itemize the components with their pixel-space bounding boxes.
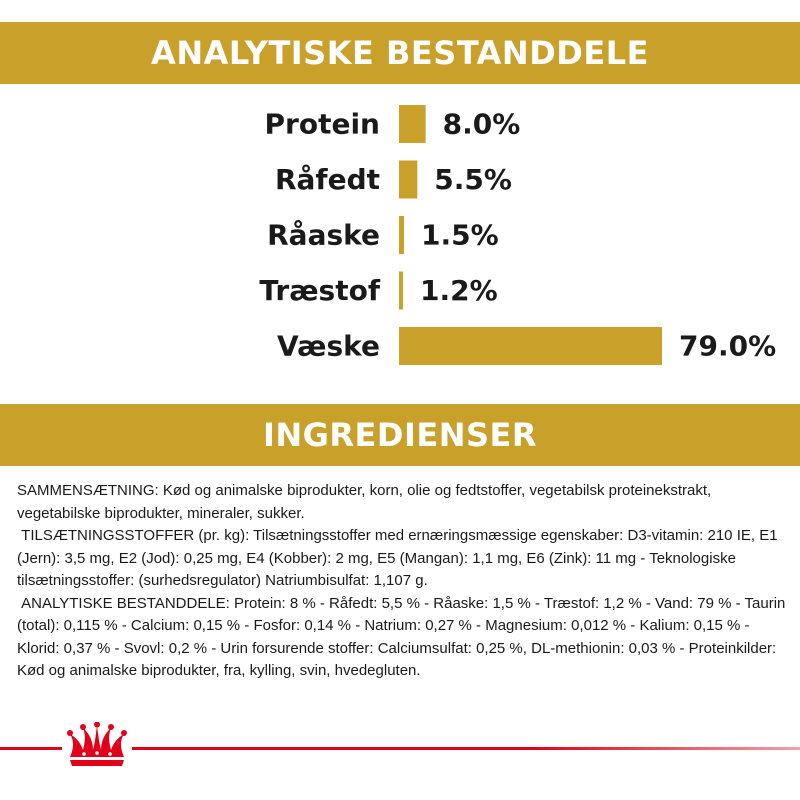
ingredients-composition: SAMMENSÆTNING: Kød og animalske biprodukter, korn, olie og fedtstoffer, vegetabilsk proteinekstrakt, vegetabilske biprodukter, mineraler, sukker. — [17, 482, 716, 522]
category-label: Protein — [264, 107, 380, 141]
value-label: 5.5% — [434, 163, 512, 196]
value-label: 8.0% — [442, 107, 521, 141]
bar — [399, 272, 403, 310]
bar — [399, 161, 417, 199]
bar — [399, 327, 662, 365]
analytic-heading: ANALYTISKE BESTANDDELE — [151, 34, 649, 72]
analytic-heading-banner — [0, 22, 800, 84]
category-label: Træstof — [259, 274, 380, 307]
category-label: Råaske — [267, 218, 380, 252]
footer-red-line-right — [132, 747, 800, 750]
bar — [399, 216, 404, 254]
ingredients-text — [17, 480, 790, 683]
ingredients-additives: TILSÆTNINGSSTOFFER (pr. kg): Tilsætningsstoffer med ernæringsmæssige egenskaber: D3-vitamin: 210 IE, E1 (Jern): 3,5 mg, E2 (Jod): 0,25 mg, E4 (Kobber): 2 mg, E5 (Mangan): 1,1 mg, E6 (Zink): 11 mg - Teknologiske tilsætningsstoffer: (surhedsregulator) Natriumbisulfat: 1,107 g. — [17, 527, 782, 589]
bar — [399, 105, 426, 143]
ingredients-heading-banner — [0, 404, 800, 466]
category-label: Væske — [276, 329, 380, 363]
value-label: 1.5% — [420, 218, 499, 252]
ingredients-analytic: ANALYTISKE BESTANDDELE: Protein: 8 % - Råfedt: 5,5 % - Råaske: 1,5 % - Træstof: 1,2 % - Vand: 79 % - Taurin (total): 0,115 % - Calcium: 0,15 % - Fosfor: 0,14 % - Natrium: 0,27 % - Magnesium: 0,012 % - Kalium: 0,15 % - Klorid: 0,37 % - Svovl: 0,2 % - Urin forsurende stoffer: Calciumsulfat: 0,25 %, DL-methionin: 0,03 % - Proteinkilder: Kød og animalske biprodukter, fra, kylling, svin, hvedegluten. — [17, 594, 790, 679]
footer-red-line-left — [0, 747, 62, 750]
value-label: 79.0% — [679, 329, 777, 363]
nutrient-bar-chart — [0, 90, 800, 390]
ingredients-heading: INGREDIENSER — [262, 416, 538, 454]
chart-svg — [0, 90, 800, 390]
category-label: Råfedt — [274, 163, 380, 196]
crown-icon — [64, 722, 130, 768]
value-label: 1.2% — [419, 274, 498, 307]
